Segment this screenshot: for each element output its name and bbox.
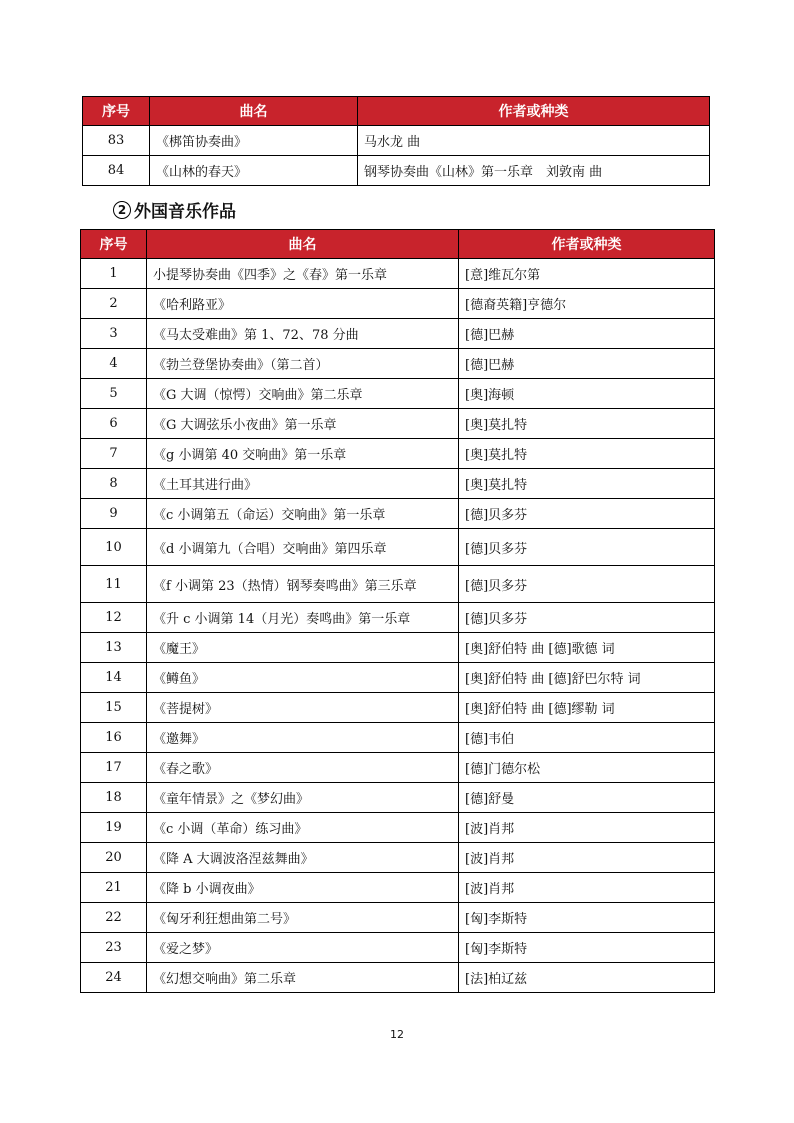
cell-num: 8 [81, 469, 147, 499]
cell-title: 小提琴协奏曲《四季》之《春》第一乐章 [147, 259, 459, 289]
section-heading-foreign-works [113, 197, 236, 222]
cell-num: 14 [81, 663, 147, 693]
cell-title: 《马太受难曲》第 1、72、78 分曲 [147, 319, 459, 349]
cell-author: [匈]李斯特 [459, 933, 715, 963]
cell-num: 15 [81, 693, 147, 723]
cell-title: 《c 小调第五（命运）交响曲》第一乐章 [147, 499, 459, 529]
cell-title: 《G 大调（惊愕）交响曲》第二乐章 [147, 379, 459, 409]
cell-title: 《c 小调（革命）练习曲》 [147, 813, 459, 843]
cell-title: 《山林的春天》 [150, 156, 358, 186]
table-row [81, 499, 715, 529]
cell-num: 12 [81, 603, 147, 633]
cell-title: 《菩提树》 [147, 693, 459, 723]
cell-num: 24 [81, 963, 147, 993]
table-foreign-works [80, 229, 715, 993]
cell-num: 21 [81, 873, 147, 903]
cell-author: [波]肖邦 [459, 813, 715, 843]
table-row [81, 409, 715, 439]
table-header-row [83, 97, 710, 126]
table-row [81, 439, 715, 469]
table-row [81, 566, 715, 603]
cell-author: [德]贝多芬 [459, 529, 715, 566]
table-row [81, 783, 715, 813]
cell-num: 3 [81, 319, 147, 349]
page-number: 12 [390, 1028, 404, 1041]
cell-num: 13 [81, 633, 147, 663]
header-title: 曲名 [150, 97, 358, 126]
cell-author: [奥]莫扎特 [459, 469, 715, 499]
table-row [81, 469, 715, 499]
table-row [81, 933, 715, 963]
cell-num: 10 [81, 529, 147, 566]
header-num: 序号 [83, 97, 150, 126]
header-author: 作者或种类 [459, 230, 715, 259]
cell-title: 《f 小调第 23（热情）钢琴奏鸣曲》第三乐章 [147, 566, 459, 603]
cell-author: [德]巴赫 [459, 319, 715, 349]
cell-num: 11 [81, 566, 147, 603]
cell-title: 《降 b 小调夜曲》 [147, 873, 459, 903]
cell-num: 84 [83, 156, 150, 186]
table-header-row [81, 230, 715, 259]
cell-author: [奥]海顿 [459, 379, 715, 409]
circled-number-icon: 2 [113, 201, 131, 219]
cell-title: 《G 大调弦乐小夜曲》第一乐章 [147, 409, 459, 439]
cell-num: 18 [81, 783, 147, 813]
cell-author: [德]韦伯 [459, 723, 715, 753]
cell-title: 《梆笛协奏曲》 [150, 126, 358, 156]
table-row [81, 693, 715, 723]
cell-title: 《降 A 大调波洛涅兹舞曲》 [147, 843, 459, 873]
table-row [81, 843, 715, 873]
table-row [81, 903, 715, 933]
table-row [81, 963, 715, 993]
cell-author: [匈]李斯特 [459, 903, 715, 933]
table-row [81, 319, 715, 349]
table-chinese-works-continued [82, 96, 710, 186]
cell-title: 《鳟鱼》 [147, 663, 459, 693]
cell-author: [德]门德尔松 [459, 753, 715, 783]
cell-author: [德]贝多芬 [459, 499, 715, 529]
table-row [81, 723, 715, 753]
cell-title: 《春之歌》 [147, 753, 459, 783]
cell-title: 《幻想交响曲》第二乐章 [147, 963, 459, 993]
cell-title: 《匈牙利狂想曲第二号》 [147, 903, 459, 933]
cell-author: [德]贝多芬 [459, 603, 715, 633]
header-title: 曲名 [147, 230, 459, 259]
cell-num: 6 [81, 409, 147, 439]
cell-author: 马水龙 曲 [358, 126, 710, 156]
table-row [81, 633, 715, 663]
header-author: 作者或种类 [358, 97, 710, 126]
table-row [81, 259, 715, 289]
section-title: 外国音乐作品 [134, 202, 236, 222]
cell-num: 22 [81, 903, 147, 933]
cell-author: [德]舒曼 [459, 783, 715, 813]
cell-author: [意]维瓦尔第 [459, 259, 715, 289]
table-row [83, 156, 710, 186]
table-row [83, 126, 710, 156]
cell-title: 《土耳其进行曲》 [147, 469, 459, 499]
cell-author: [德裔英籍]亨德尔 [459, 289, 715, 319]
cell-title: 《勃兰登堡协奏曲》（第二首） [147, 349, 459, 379]
cell-num: 83 [83, 126, 150, 156]
cell-num: 17 [81, 753, 147, 783]
cell-title: 《童年情景》之《梦幻曲》 [147, 783, 459, 813]
cell-author: 钢琴协奏曲《山林》第一乐章 刘敦南 曲 [358, 156, 710, 186]
cell-title: 《邀舞》 [147, 723, 459, 753]
cell-author: [法]柏辽兹 [459, 963, 715, 993]
table-row [81, 289, 715, 319]
cell-num: 20 [81, 843, 147, 873]
cell-title: 《d 小调第九（合唱）交响曲》第四乐章 [147, 529, 459, 566]
cell-num: 5 [81, 379, 147, 409]
cell-author: [德]巴赫 [459, 349, 715, 379]
table-row [81, 349, 715, 379]
cell-author: [奥]舒伯特 曲 [德]歌德 词 [459, 633, 715, 663]
cell-num: 16 [81, 723, 147, 753]
cell-author: [波]肖邦 [459, 873, 715, 903]
cell-title: 《哈利路亚》 [147, 289, 459, 319]
cell-title: 《g 小调第 40 交响曲》第一乐章 [147, 439, 459, 469]
table-row [81, 873, 715, 903]
cell-author: [奥]舒伯特 曲 [德]舒巴尔特 词 [459, 663, 715, 693]
table-row [81, 603, 715, 633]
cell-author: [奥]莫扎特 [459, 409, 715, 439]
table-row [81, 379, 715, 409]
header-num: 序号 [81, 230, 147, 259]
cell-num: 19 [81, 813, 147, 843]
table-row [81, 753, 715, 783]
cell-author: [奥]莫扎特 [459, 439, 715, 469]
cell-author: [德]贝多芬 [459, 566, 715, 603]
cell-num: 23 [81, 933, 147, 963]
table-row [81, 529, 715, 566]
cell-num: 2 [81, 289, 147, 319]
cell-num: 7 [81, 439, 147, 469]
cell-title: 《爱之梦》 [147, 933, 459, 963]
cell-author: [波]肖邦 [459, 843, 715, 873]
table-row [81, 813, 715, 843]
cell-num: 9 [81, 499, 147, 529]
cell-title: 《升 c 小调第 14（月光）奏鸣曲》第一乐章 [147, 603, 459, 633]
table-row [81, 663, 715, 693]
cell-num: 4 [81, 349, 147, 379]
cell-author: [奥]舒伯特 曲 [德]缪勒 词 [459, 693, 715, 723]
cell-num: 1 [81, 259, 147, 289]
cell-title: 《魔王》 [147, 633, 459, 663]
